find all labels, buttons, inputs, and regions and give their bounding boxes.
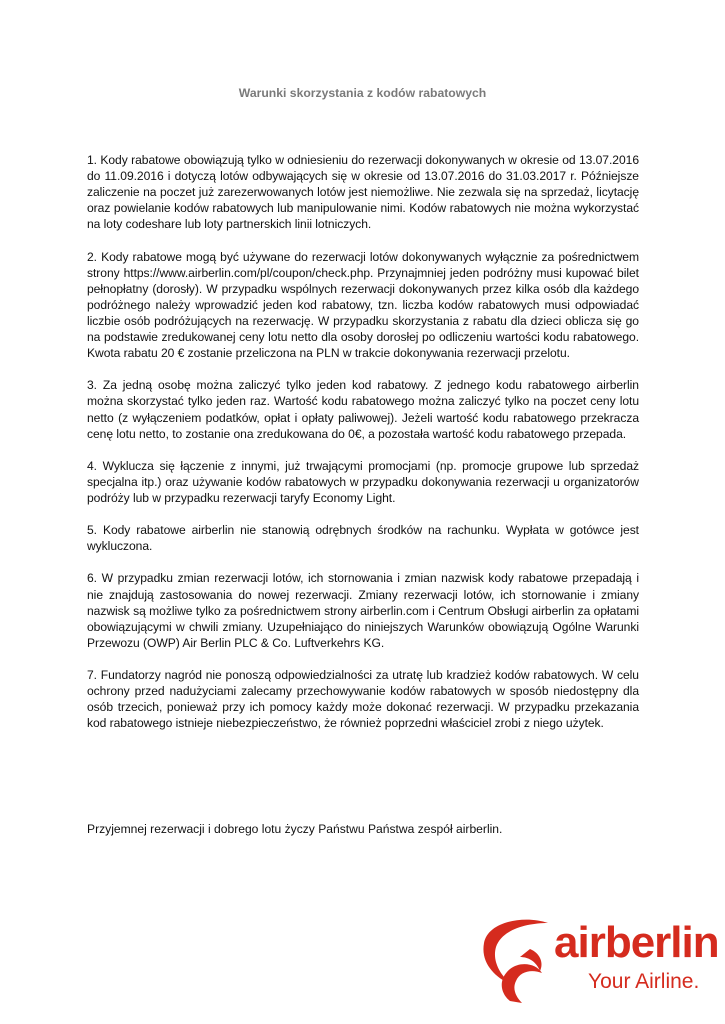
terms-paragraph-2: 2. Kody rabatowe mogą być używane do rezerwacji lotów dokonywanych wyłącznie za pośrednictwem strony https://www.airberlin.com/pl/coupon/check.php. Przynajmniej jeden podróżny musi kupować bilet pełnopłatny (dorosły). W przypadku wspólnych rezerwacji dokonywanych przez kilka osób dla każdego podróżnego należy wprowadzić jeden kod rabatowy, tzn. liczba kodów rabatowych musi odpowiadać liczbie osób podróżujących na rezerwację. W przypadku skorzystania z rabatu dla dzieci oblicza się go na podstawie zredukowanej ceny lotu netto dla osoby dorosłej po odliczeniu wartości kodu rabatowego. Kwota rabatu 20 € zostanie przeliczona na PLN w trakcie dokonywania rezerwacji przelotu. <box>87 249 639 361</box>
airberlin-tagline: Your Airline. <box>588 970 700 993</box>
terms-paragraph-7: 7. Fundatorzy nagród nie ponoszą odpowiedzialności za utratę lub kradzież kodów rabatowych. W celu ochrony przed nadużyciami zalecamy przechowywanie kodów rabatowych w sposób niedostępny dla osób trzecich, ponieważ przy ich pomocy każdy może dokonać rezerwacji. W przypadku przekazania kod rabatowego istnieje niebezpieczeństwo, że również poprzedni właściciel zrobi z niego użytek. <box>87 668 639 731</box>
closing-line: Przyjemnej rezerwacji i dobrego lotu życzy Państwu Państwa zespół airberlin. <box>87 822 503 836</box>
terms-paragraph-3: 3. Za jedną osobę można zaliczyć tylko jeden kod rabatowy. Z jednego kodu rabatowego airberlin można skorzystać tylko jeden raz. Wartość kodu rabatowego można zaliczyć tylko na poczet ceny lotu netto (z wyłączeniem podatków, opłat i opłaty paliwowej). Jeżeli wartość kodu rabatowego przekracza cenę lotu netto, to zostanie ona zredukowana do 0€, a pozostała wartość kodu rabatowego przepada. <box>87 378 639 441</box>
airberlin-logo <box>470 905 719 1005</box>
document-title: Warunki skorzystania z kodów rabatowych <box>238 86 487 100</box>
terms-paragraph-5: 5. Kody rabatowe airberlin nie stanowią odrębnych środków na rachunku. Wypłata w gotówce jest wykluczona. <box>87 523 639 554</box>
airberlin-wordmark: airberlin <box>554 918 719 967</box>
terms-paragraph-6: 6. W przypadku zmian rezerwacji lotów, ich stornowania i zmian nazwisk kody rabatowe przepadają i nie znajdują zastosowania do nowej rezerwacji. Zmiany rezerwacji lotów, ich stornowanie i zmiany nazwisk są możliwe tylko za pośrednictwem strony airberlin.com i Centrum Obsługi airberlin za opłatami obowiązującymi w chwili zmiany. Uzupełniająco do niniejszych Warunków obowiązują Ogólne Warunki Przewozu (OWP) Air Berlin PLC & Co. Luftverkehrs KG. <box>87 571 639 650</box>
terms-body <box>87 152 639 747</box>
airberlin-swoosh-icon <box>470 913 560 1005</box>
terms-paragraph-4: 4. Wyklucza się łączenie z innymi, już trwającymi promocjami (np. promocje grupowe lub sprzedaż specjalna itp.) oraz używanie kodów rabatowych w przypadku dokonywania rezerwacji u organizatorów podróży lub w przypadku rezerwacji taryfy Economy Light. <box>87 458 639 505</box>
terms-paragraph-1: 1. Kody rabatowe obowiązują tylko w odniesieniu do rezerwacji dokonywanych w okresie od 13.07.2016 do 11.09.2016 i dotyczą lotów odbywających się w okresie od 13.07.2016 do 31.03.2017 r. Późniejsze zaliczenie na poczet już zarezerwowanych lotów jest niemożliwe. Nie zezwala się na sprzedaż, licytację oraz powielanie kodów rabatowych lub manipulowanie nimi. Kodów rabatowych nie można wykorzystać na loty codeshare lub loty partnerskich linii lotniczych. <box>87 153 639 232</box>
